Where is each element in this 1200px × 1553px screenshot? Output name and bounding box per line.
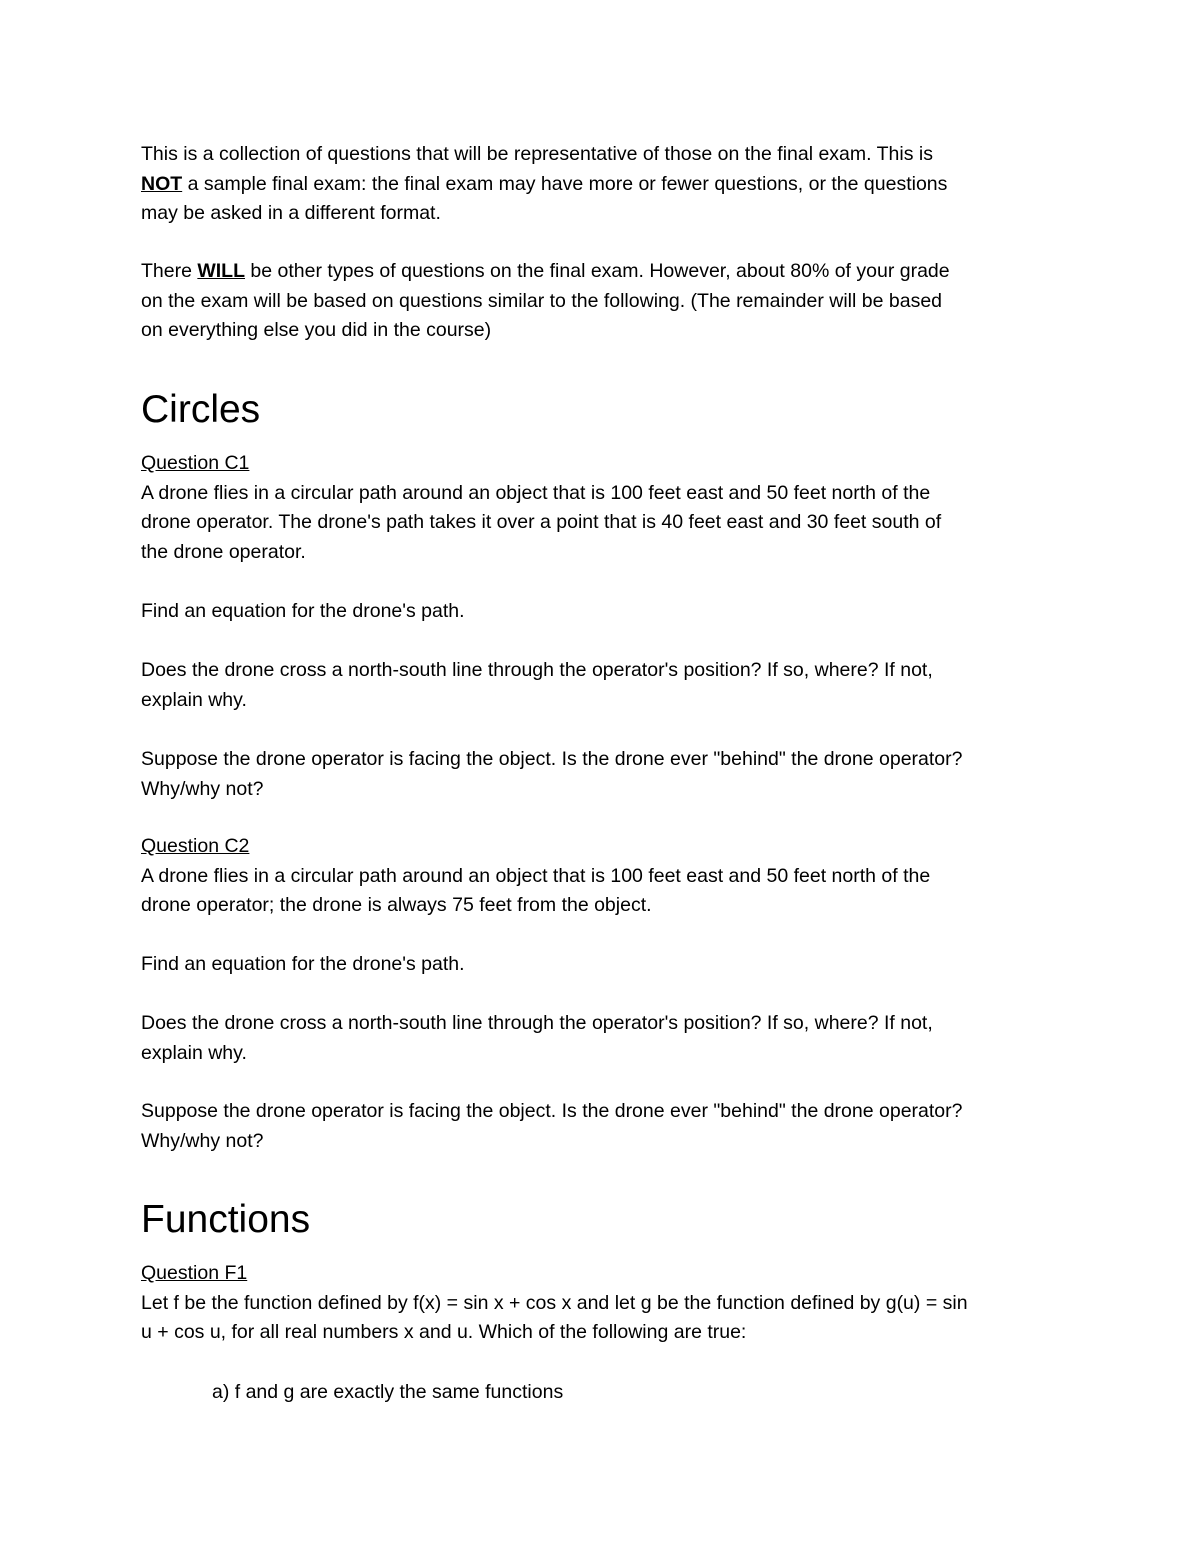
text-line [141,287,950,317]
question-c2-find [141,950,465,980]
text-line: Suppose the drone operator is facing the object. Is the drone ever "behind" the drone operator? [141,1100,963,1122]
text-line: the drone operator. [141,540,306,563]
text-line: explain why. [141,1041,247,1064]
intro-paragraph-2 [141,257,950,346]
question-c1-label: Question C1 [141,452,250,474]
emphasis-text: NOT [141,172,183,195]
text-line [141,316,950,346]
text-line: Find an equation for the drone's path. [141,600,465,622]
text-line: drone operator; the drone is always 75 feet from the object. [141,894,652,916]
text-line: Does the drone cross a north-south line through the operator's position? If so, where? If not, [141,1012,933,1034]
section-heading-circles: Circles [141,388,261,431]
text-segment: may be asked in a different format. [141,202,441,224]
text-line [141,170,947,200]
text-segment: be other types of questions on the final exam. However, about 80% of your grade [245,260,950,282]
text-line [141,257,950,287]
text-line: Does the drone cross a north-south line through the operator's position? If so, where? If not, [141,659,933,681]
text-segment: There [141,260,198,282]
text-line: Let f be the function defined by f(x) = sin x + cos x and let g be the function defined by g(u) = sin [141,1291,968,1314]
text-line: Find an equation for the drone's path. [141,953,465,975]
text-line: explain why. [141,688,247,711]
intro-paragraph-1 [141,140,947,229]
text-line: Why/why not? [141,1129,264,1152]
question-c1-cross [141,656,933,715]
text-line: Suppose the drone operator is facing the object. Is the drone ever "behind" the drone operator? [141,748,963,770]
text-segment: on the exam will be based on questions similar to the following. (The remainder will be based [141,289,943,312]
text-line: A drone flies in a circular path around an object that is 100 feet east and 50 feet north of the [141,864,931,887]
question-c1 [141,449,941,567]
text-line: u + cos u, for all real numbers x and u. Which of the following are true: [141,1321,747,1343]
text-line [141,140,947,170]
text-segment: This is a collection of questions that will be representative of those on the final exam. This is [141,143,933,165]
emphasis-text: WILL [197,260,246,282]
text-line [141,199,947,229]
question-c2-body [141,862,930,921]
text-segment: on everything else you did in the course) [141,319,492,341]
question-c2-cross [141,1009,933,1068]
question-c2-behind [141,1097,962,1156]
question-f1-label: Question F1 [141,1262,248,1284]
text-line: drone operator. The drone's path takes it over a point that is 40 feet east and 30 feet south of [141,511,942,533]
section-heading-functions: Functions [141,1198,311,1241]
question-c2 [141,832,930,921]
question-f1-body [141,1289,968,1348]
text-line: Why/why not? [141,777,264,800]
text-line: A drone flies in a circular path around an object that is 100 feet east and 50 feet north of the [141,481,931,504]
question-c1-behind [141,745,962,804]
question-c1-find [141,597,465,627]
question-c1-body [141,479,941,568]
text-segment: a sample final exam: the final exam may have more or fewer questions, or the questions [182,172,948,195]
question-f1 [141,1259,968,1348]
question-f1-option-a: a) f and g are exactly the same functions [212,1381,564,1403]
question-c2-label: Question C2 [141,835,250,857]
